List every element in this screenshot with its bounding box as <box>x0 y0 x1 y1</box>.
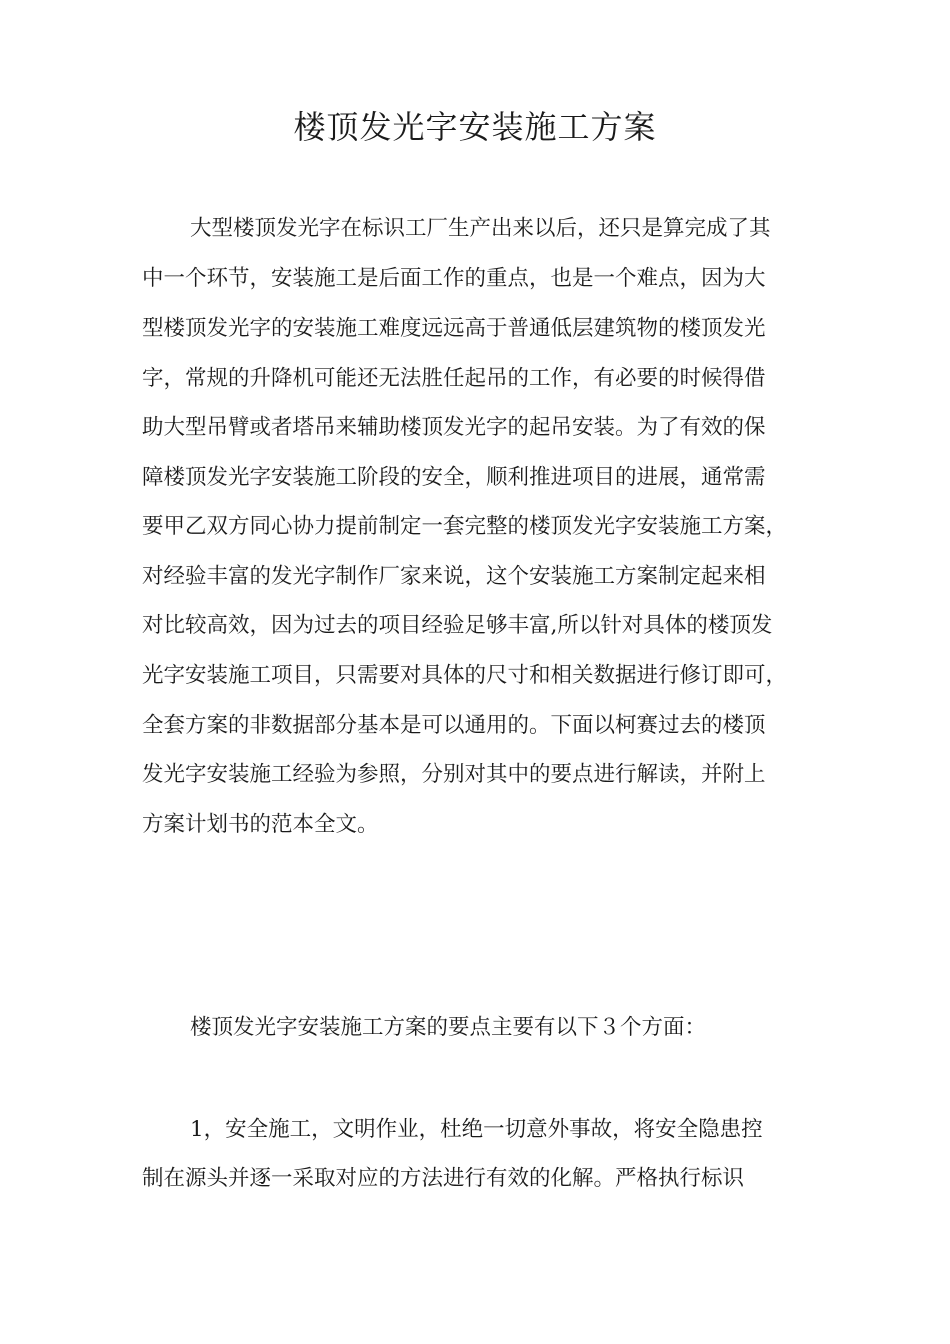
intro-line: 发光字安装施工经验为参照，分别对其中的要点进行解读，并附上 <box>142 762 766 787</box>
points-heading: 楼顶发光字安装施工方案的要点主要有以下３个方面： <box>190 1015 707 1040</box>
intro-line: 方案计划书的范本全文。 <box>142 812 379 837</box>
intro-line: 助大型吊臂或者塔吊来辅助楼顶发光字的起吊安装。为了有效的保 <box>142 415 766 440</box>
intro-line: 全套方案的非数据部分基本是可以通用的。下面以柯赛过去的楼顶 <box>142 713 766 738</box>
intro-line: 型楼顶发光字的安装施工难度远远高于普通低层建筑物的楼顶发光 <box>142 316 766 341</box>
intro-line: 中一个环节，安装施工是后面工作的重点，也是一个难点，因为大 <box>142 266 766 291</box>
intro-line: 字，常规的升降机可能还无法胜任起吊的工作，有必要的时候得借 <box>142 366 766 391</box>
point-1-line: 制在源头并逐一采取对应的方法进行有效的化解。严格执行标识 <box>142 1166 745 1191</box>
document-title: 楼顶发光字安装施工方案 <box>293 108 657 146</box>
intro-line: 障楼顶发光字安装施工阶段的安全，顺利推进项目的进展，通常需 <box>142 465 766 490</box>
intro-line: 对经验丰富的发光字制作厂家来说，这个安装施工方案制定起来相 <box>142 564 766 589</box>
point-1-line: 1，安全施工，文明作业，杜绝一切意外事故，将安全隐患控 <box>190 1117 763 1142</box>
intro-line: 对比较高效，因为过去的项目经验足够丰富,所以针对具体的楼顶发 <box>142 613 773 638</box>
intro-line: 大型楼顶发光字在标识工厂生产出来以后，还只是算完成了其 <box>190 216 771 241</box>
intro-line: 光字安装施工项目，只需要对具体的尺寸和相关数据进行修订即可， <box>142 663 788 688</box>
intro-line: 要甲乙双方同心协力提前制定一套完整的楼顶发光字安装施工方案， <box>142 514 788 539</box>
